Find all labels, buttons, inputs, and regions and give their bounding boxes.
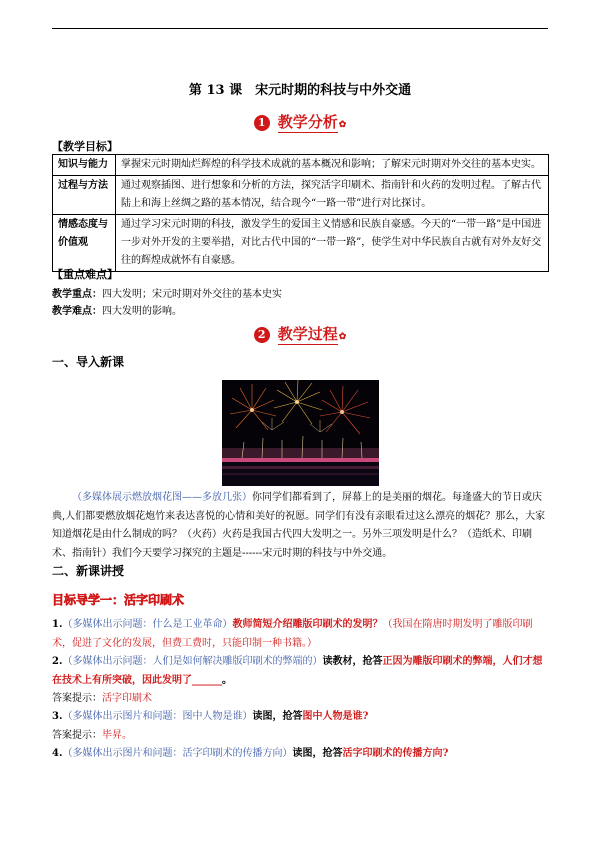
item-number: 2. [52, 656, 63, 667]
answer-value: 毕昇。 [102, 730, 132, 741]
section-teaching-process [0, 323, 600, 344]
answer-hint [52, 727, 549, 746]
intro-text: 你同学们都看到了，屏幕上的是美丽的烟花。每逢盛大的节日或庆典,人们都要燃放烟花炮竹来表达喜悦的心情和美好的祝愿。同学们有没有亲眼看过这么漂亮的烟花？那么，大家知道烟花是由什么制成的吗？（火药）火药是我国古代四大发明之一。另外三项发明是什么？（造纸术、印刷术、指南针）我们今天要学习探究的主题是------宋元时期的科技与中外交通。 [52, 492, 546, 559]
item-media-note: （多媒体出示图片和问题：活字印刷术的传播方向） [62, 748, 293, 759]
answer-label: 答案提示： [52, 693, 102, 704]
fireworks-photo [222, 380, 379, 486]
goal-value: 通过观察插图、进行想象和分析的方法，探究活字印刷术、指南针和火药的发明过程。了解古代陆上和海上丝绸之路的基本情况，结合现今“一路一带”进行对比探讨。 [116, 176, 549, 215]
item-media-note: （多媒体出示图片和问题：图中人物是谁） [62, 711, 253, 722]
answer-value: 活字印刷术 [102, 693, 152, 704]
table-row [53, 215, 549, 272]
section-number-badge: 2 [254, 327, 270, 343]
keypoint-value: 四大发明的影响。 [102, 306, 182, 317]
header-rule [52, 28, 548, 29]
list-item [52, 616, 549, 653]
answer-label: 答案提示： [52, 730, 102, 741]
item-instruction: 读图，抢答 [252, 711, 303, 722]
item-question: 正因为雕版印刷术的弊端，人们才想在技术上有所突破，因此发明了 [52, 656, 543, 686]
list-item [52, 745, 549, 764]
fireworks-illustration [222, 380, 379, 486]
table-row [53, 155, 549, 176]
heading-new-lesson: 二、新课讲授 [52, 564, 125, 578]
item-number: 3. [52, 711, 63, 722]
goal-value: 通过学习宋元时期的科技，激发学生的爱国主义情感和民族自豪感。今天的“一带一路”是中国进一步对外开发的主要举措，对比古代中国的“一带一路”，使学生对中华民族自古就有对外友好交往的辉煌成就怀有自豪感。 [116, 215, 549, 272]
heading-intro: 一、导入新课 [52, 355, 125, 369]
item-blank: ______ [192, 674, 222, 686]
keypoint-value: 四大发明；宋元时期对外交往的基本史实 [102, 289, 282, 300]
item-question: 活字印刷术的传播方向? [342, 748, 449, 759]
goal-key: 情感态度与价值观 [53, 215, 116, 272]
item-end: 。 [222, 674, 232, 686]
intro-media-note: （多媒体展示燃放烟花图——多放几张） [72, 492, 252, 503]
answer-hint [52, 690, 549, 709]
list-item [52, 708, 549, 727]
section-number-badge: 1 [254, 115, 270, 131]
item-instruction: 读图，抢答 [292, 748, 343, 759]
item-note: （我国在隋唐时期发明了雕版印刷术，促进了文化的发展，但费工费时，只能印制一种书籍。） [52, 619, 533, 649]
lesson-title: 第 13 课 宋元时期的科技与中外交通 [188, 83, 412, 98]
goals-table [52, 154, 549, 272]
table-row [53, 176, 549, 215]
keypoint-line [52, 302, 182, 317]
goal-key: 知识与能力 [53, 155, 116, 176]
section-label: 教学过程 [277, 325, 338, 343]
section-teaching-analysis [0, 111, 600, 132]
item-question: 图中人物是谁? [302, 711, 369, 722]
keypoint-key: 教学难点： [52, 306, 102, 317]
goal-key: 过程与方法 [53, 176, 116, 215]
keypoint-key: 教学重点： [52, 289, 102, 300]
item-instruction: 读教材，抢答 [322, 656, 383, 667]
item-media-note: （多媒体出示问题：人们是如何解决雕版印刷术的弊端的） [62, 656, 323, 667]
item-question: 教师简短介绍雕版印刷术的发明？ [232, 619, 383, 630]
keypoint-line [52, 285, 282, 300]
list-item [52, 653, 549, 690]
item-number: 1. [52, 619, 63, 630]
item-number: 4. [52, 748, 63, 759]
flower-icon: ✿ [338, 120, 347, 130]
item-media-note: （多媒体出示问题：什么是工业革命） [62, 619, 233, 630]
flower-icon: ✿ [338, 332, 347, 342]
goal-banner: 目标导学一：活字印刷术 [52, 593, 185, 607]
goals-label: 【教学目标】 [52, 140, 118, 153]
intro-paragraph [52, 489, 549, 563]
goal-value: 掌握宋元时期灿烂辉煌的科学技术成就的基本概况和影响；了解宋元时期对外交往的基本史实。 [116, 155, 549, 176]
section-label: 教学分析 [277, 113, 338, 131]
keypoints-label: 【重点难点】 [52, 268, 118, 281]
